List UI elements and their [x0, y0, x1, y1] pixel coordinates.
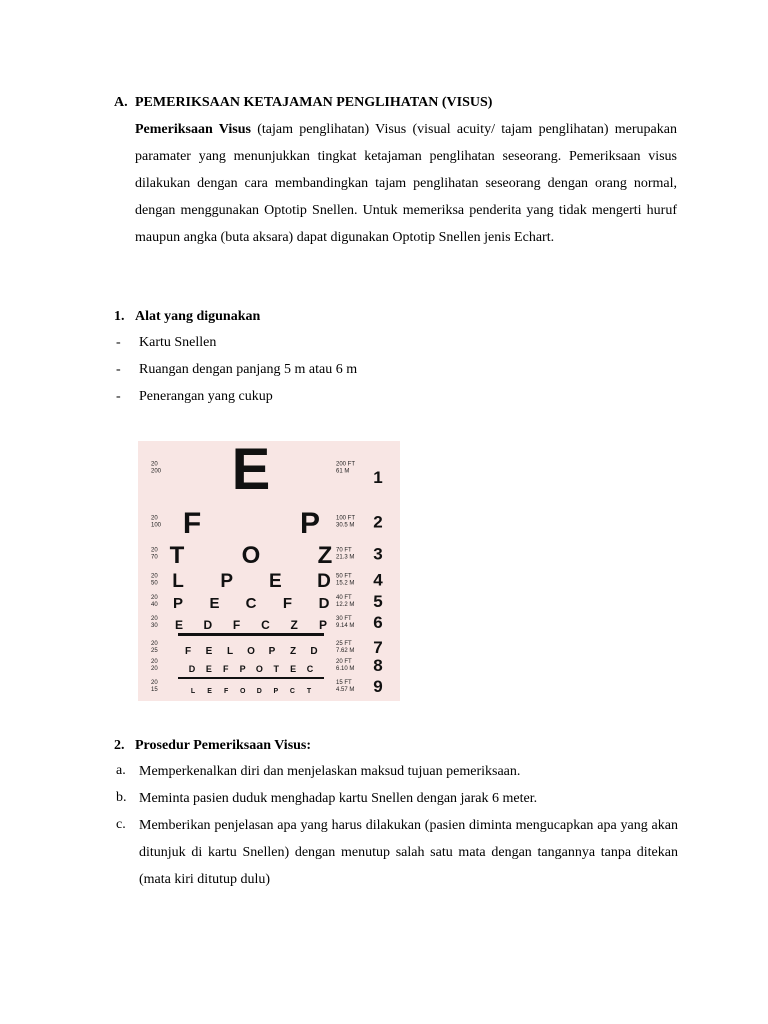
- list-marker: c.: [116, 817, 126, 832]
- distance-label-bottom: 6.10 M: [336, 666, 355, 672]
- snellen-letter: Z: [289, 646, 297, 657]
- snellen-row: [151, 570, 383, 592]
- snellen-letter: D: [317, 571, 331, 592]
- snellen-row: [151, 638, 383, 657]
- section-1-title: Alat yang digunakan: [135, 309, 261, 324]
- snellen-letter: P: [220, 571, 234, 592]
- section-a-marker: A.: [114, 95, 128, 110]
- row-number: 1: [373, 468, 383, 487]
- distance-label-bottom: 9.14 M: [336, 623, 355, 629]
- row-number: 9: [373, 677, 383, 696]
- acuity-label-bottom: 25: [151, 648, 158, 654]
- list-text: Meminta pasien duduk menghadap kartu Snellen dengan jarak 6 meter.: [139, 791, 538, 806]
- acuity-label-top: 20: [151, 616, 158, 622]
- intro-text: (tajam penglihatan) Visus (visual acuity/ tajam penglihatan) merupakan paramater yang menunjukkan tingkat ketajaman penglihatan seseorang. Pemeriksaan visus dilakukan dengan cara membandingkan tajam penglihatan seseorang dengan orang normal, dengan menggunakan Optotip Snellen. Untuk memeriksa penderita yang tidak mengerti huruf maupun angka (buta aksara) dapat digunakan Optotip Snellen jenis Echart.: [135, 122, 677, 245]
- snellen-letter: E: [205, 664, 212, 674]
- list-marker: a.: [116, 763, 126, 778]
- snellen-letter: C: [261, 618, 270, 632]
- snellen-letter: F: [222, 664, 229, 674]
- row-number: 5: [373, 592, 383, 611]
- snellen-letter: O: [255, 664, 263, 674]
- list-marker: b.: [116, 790, 127, 805]
- snellen-letter: P: [273, 688, 279, 695]
- distance-label-top: 15 FT: [336, 680, 352, 686]
- snellen-letter: Z: [290, 618, 298, 632]
- distance-label-bottom: 15.2 M: [336, 580, 355, 587]
- snellen-letter: E: [290, 664, 297, 674]
- acuity-label-top: 20: [151, 595, 158, 601]
- snellen-letter: E: [174, 618, 184, 632]
- snellen-letter: L: [226, 646, 234, 657]
- list-marker: -: [116, 335, 121, 350]
- snellen-letter: F: [282, 595, 293, 612]
- snellen-letter: P: [239, 664, 246, 674]
- snellen-letter: E: [205, 646, 213, 657]
- distance-label-top: 30 FT: [336, 616, 352, 622]
- acuity-label-top: 20: [151, 515, 158, 522]
- distance-label-top: 25 FT: [336, 641, 352, 647]
- snellen-letter: C: [306, 664, 314, 674]
- intro-bold: Pemeriksaan Visus: [135, 122, 251, 137]
- acuity-label-top: 20: [151, 573, 158, 580]
- acuity-label-bottom: 70: [151, 554, 158, 561]
- distance-label-top: 20 FT: [336, 659, 352, 665]
- snellen-row: [151, 441, 383, 502]
- acuity-label-top: 20: [151, 659, 158, 665]
- snellen-letter: P: [318, 618, 328, 632]
- acuity-label-top: 20: [151, 680, 158, 686]
- snellen-letter: T: [169, 542, 185, 569]
- snellen-letter: F: [224, 688, 229, 695]
- snellen-row: [151, 592, 383, 612]
- chart-divider-line: [178, 677, 324, 679]
- distance-label-bottom: 12.2 M: [336, 602, 355, 608]
- snellen-letter: D: [256, 688, 262, 695]
- distance-label-bottom: 7.62 M: [336, 648, 355, 654]
- row-number: 2: [373, 512, 383, 532]
- snellen-letter: D: [318, 595, 330, 612]
- list-item: [0, 389, 768, 416]
- snellen-letter: O: [239, 688, 246, 695]
- list-marker: -: [116, 362, 121, 377]
- snellen-letter: P: [172, 595, 184, 612]
- snellen-row: [151, 677, 383, 696]
- snellen-letter: E: [231, 441, 271, 502]
- snellen-letter: Z: [317, 542, 333, 569]
- snellen-letter: F: [232, 618, 241, 632]
- list-text: Ruangan dengan panjang 5 m atau 6 m: [139, 362, 358, 377]
- snellen-row: [151, 542, 383, 569]
- section-2-title: Prosedur Pemeriksaan Visus:: [135, 738, 312, 753]
- acuity-label-bottom: 40: [151, 602, 158, 608]
- snellen-letter: T: [306, 688, 312, 695]
- snellen-letter: L: [190, 688, 196, 695]
- snellen-letter: P: [268, 646, 276, 657]
- section-a-paragraph: [135, 116, 677, 251]
- distance-label-top: 40 FT: [336, 595, 352, 601]
- chart-divider-line: [178, 633, 324, 636]
- list-item: [0, 362, 768, 389]
- distance-label-bottom: 4.57 M: [336, 687, 355, 693]
- distance-label-top: 200 FT: [336, 461, 356, 468]
- snellen-letter: E: [268, 571, 282, 592]
- acuity-label-bottom: 30: [151, 623, 158, 629]
- snellen-letter: D: [188, 664, 196, 674]
- distance-label-top: 50 FT: [336, 573, 352, 580]
- row-number: 4: [373, 570, 383, 590]
- distance-label-top: 70 FT: [336, 547, 352, 554]
- snellen-letter: C: [245, 595, 257, 612]
- distance-label-bottom: 21.3 M: [336, 554, 355, 561]
- snellen-chart-svg: [138, 441, 400, 701]
- snellen-letter: P: [299, 507, 321, 540]
- snellen-letter: E: [207, 688, 212, 695]
- snellen-letter: F: [184, 646, 192, 657]
- snellen-letter: O: [247, 646, 255, 657]
- section-a-title: PEMERIKSAAN KETAJAMAN PENGLIHATAN (VISUS): [135, 95, 493, 110]
- row-number: 3: [373, 544, 383, 564]
- acuity-label-bottom: 15: [151, 687, 158, 693]
- acuity-label-top: 20: [151, 461, 158, 468]
- snellen-row: [151, 656, 383, 675]
- section-2-marker: 2.: [114, 738, 125, 753]
- distance-label-bottom: 61 M: [336, 468, 350, 475]
- snellen-letter: C: [289, 688, 295, 695]
- list-marker: -: [116, 389, 121, 404]
- list-text: Memperkenalkan diri dan menjelaskan maksud tujuan pemeriksaan.: [139, 764, 521, 779]
- row-number: 8: [373, 656, 383, 675]
- acuity-label-bottom: 100: [151, 522, 162, 529]
- distance-label-bottom: 30.5 M: [336, 522, 355, 529]
- distance-label-top: 100 FT: [336, 515, 356, 522]
- snellen-letter: T: [273, 664, 280, 674]
- list-text: Memberikan penjelasan apa yang harus dilakukan (pasien diminta mengucapkan apa yang akan ditunjuk di kartu Snellen) dengan menutup salah satu mata dengan tangannya tanpa ditekan (mata kiri ditutup dulu): [139, 818, 678, 887]
- list-item: [0, 335, 768, 362]
- row-number: 6: [373, 613, 383, 632]
- list-text: Penerangan yang cukup: [139, 389, 273, 404]
- snellen-letter: D: [203, 618, 213, 632]
- snellen-row: [151, 507, 383, 540]
- acuity-label-bottom: 50: [151, 580, 158, 587]
- snellen-letter: O: [241, 542, 261, 569]
- acuity-label-bottom: 20: [151, 666, 158, 672]
- snellen-letter: D: [310, 646, 318, 657]
- acuity-label-top: 20: [151, 547, 158, 554]
- snellen-letter: E: [209, 595, 220, 612]
- list-text: Kartu Snellen: [139, 335, 217, 350]
- row-number: 7: [373, 638, 383, 657]
- acuity-label-top: 20: [151, 641, 158, 647]
- snellen-chart-image: [138, 441, 400, 701]
- snellen-row: [151, 613, 383, 632]
- section-1-marker: 1.: [114, 309, 125, 324]
- snellen-letter: L: [172, 571, 184, 592]
- snellen-letter: F: [182, 507, 202, 540]
- acuity-label-bottom: 200: [151, 468, 162, 475]
